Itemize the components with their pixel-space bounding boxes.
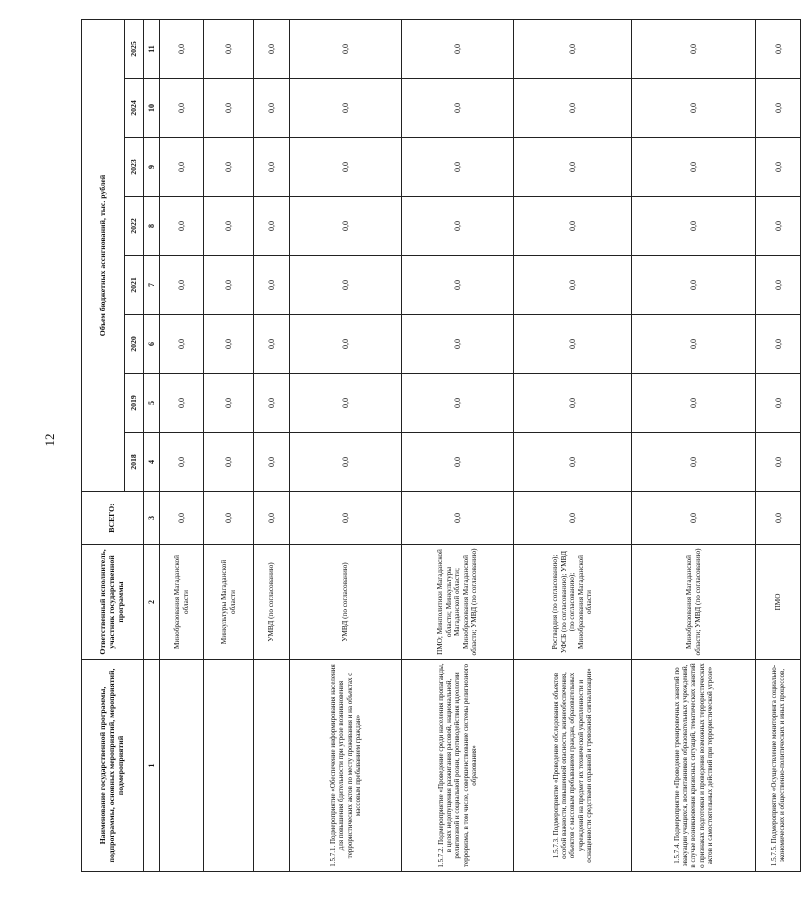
- year-value-cell: 0,0: [204, 433, 254, 492]
- year-value-cell: 0,0: [514, 256, 632, 315]
- year-value-cell: 0,0: [632, 374, 756, 433]
- year-value-cell: 0,0: [160, 19, 204, 78]
- year-value-cell: 0,0: [514, 197, 632, 256]
- year-value-cell: 0,0: [204, 315, 254, 374]
- table-row: [290, 19, 402, 871]
- year-value-cell: 0,0: [514, 374, 632, 433]
- year-value-cell: 0,0: [160, 374, 204, 433]
- header-year: 2022: [125, 197, 144, 256]
- header-responsible: Ответственный исполнитель, участник государственной программы: [82, 545, 144, 660]
- year-value-cell: 0,0: [632, 79, 756, 138]
- activity-name-cell: [254, 660, 290, 872]
- activity-name-cell: [204, 660, 254, 872]
- year-value-cell: 0,0: [204, 374, 254, 433]
- table-row: [514, 19, 632, 871]
- column-number: 9: [144, 138, 160, 197]
- year-value-cell: 0,0: [254, 19, 290, 78]
- year-value-cell: 0,0: [254, 256, 290, 315]
- year-value-cell: 0,0: [290, 79, 402, 138]
- header-year: 2023: [125, 138, 144, 197]
- column-number: 10: [144, 79, 160, 138]
- year-value-cell: 0,0: [290, 433, 402, 492]
- year-value-cell: 0,0: [254, 79, 290, 138]
- year-value-cell: 0,0: [756, 374, 801, 433]
- column-number: 8: [144, 197, 160, 256]
- column-number: 11: [144, 19, 160, 78]
- activity-name-cell: 1.5.7.4. Подмероприятие «Проведение тренировочных занятий по эвакуации учащихся, воспитанников образовательных учреждений, в случае возникновения кризисных ситуаций, тематических занятий о признаках подготовки и проведения возможных террористических актов и самостоятельных действий при террористической угрозе»: [632, 660, 756, 872]
- total-value-cell: 0,0: [254, 492, 290, 545]
- year-value-cell: 0,0: [632, 256, 756, 315]
- header-total: ВСЕГО:: [82, 492, 144, 545]
- header-year: 2018: [125, 433, 144, 492]
- year-value-cell: 0,0: [402, 19, 514, 78]
- year-value-cell: 0,0: [632, 197, 756, 256]
- table-row: [254, 19, 290, 871]
- header-name: Наименование государственной программы, подпрограммы, основных мероприятий, мероприятий, подмероприятий: [82, 660, 144, 872]
- year-value-cell: 0,0: [254, 374, 290, 433]
- year-value-cell: 0,0: [254, 315, 290, 374]
- budget-table: [81, 19, 801, 872]
- activity-name-cell: 1.5.7.1. Подмероприятие «Обеспечение информирования населения для повышения бдительности при угрозе возникновения террористических актов по месту проживания и на объектах с массовым пребыванием граждан»: [290, 660, 402, 872]
- year-value-cell: 0,0: [160, 315, 204, 374]
- activity-name-cell: 1.5.7.3. Подмероприятие «Проведение обследования объектов особой важности, повышенной опасности, жизнеобеспечения, объектов с массовым пребыванием граждан, образовательных учреждений на предмет их технической укрепленности и оснащенности средствами охранной и тревожной сигнализации»: [514, 660, 632, 872]
- year-value-cell: 0,0: [756, 19, 801, 78]
- table-row: [160, 19, 204, 871]
- year-value-cell: 0,0: [756, 256, 801, 315]
- year-value-cell: 0,0: [514, 79, 632, 138]
- year-value-cell: 0,0: [632, 315, 756, 374]
- column-number: 4: [144, 433, 160, 492]
- year-value-cell: 0,0: [204, 256, 254, 315]
- year-value-cell: 0,0: [402, 138, 514, 197]
- column-number: 5: [144, 374, 160, 433]
- column-number: 1: [144, 660, 160, 872]
- table-row: [632, 19, 756, 871]
- header-budget: Объем бюджетных ассигнований, тыс. рублей: [82, 19, 125, 491]
- year-value-cell: 0,0: [632, 433, 756, 492]
- table-row: [756, 19, 801, 871]
- year-value-cell: 0,0: [160, 79, 204, 138]
- year-value-cell: 0,0: [204, 197, 254, 256]
- year-value-cell: 0,0: [756, 79, 801, 138]
- year-value-cell: 0,0: [290, 197, 402, 256]
- page-number: 12: [42, 433, 57, 447]
- column-number: 3: [144, 492, 160, 545]
- header-year: 2019: [125, 374, 144, 433]
- year-value-cell: 0,0: [204, 19, 254, 78]
- total-value-cell: 0,0: [402, 492, 514, 545]
- activity-name-cell: 1.5.7.5. Подмероприятие «Осуществление мониторинга социально-экономических и общественно-политических и иных процессов,: [756, 660, 801, 872]
- year-value-cell: 0,0: [632, 19, 756, 78]
- year-value-cell: 0,0: [160, 197, 204, 256]
- year-value-cell: 0,0: [514, 315, 632, 374]
- year-value-cell: 0,0: [254, 138, 290, 197]
- responsible-cell: УМВД (по согласованию): [254, 545, 290, 660]
- year-value-cell: 0,0: [402, 197, 514, 256]
- year-value-cell: 0,0: [402, 315, 514, 374]
- year-value-cell: 0,0: [160, 138, 204, 197]
- year-value-cell: 0,0: [402, 256, 514, 315]
- year-value-cell: 0,0: [756, 315, 801, 374]
- header-year: 2024: [125, 79, 144, 138]
- total-value-cell: 0,0: [514, 492, 632, 545]
- header-year: 2020: [125, 315, 144, 374]
- year-value-cell: 0,0: [402, 79, 514, 138]
- year-value-cell: 0,0: [254, 197, 290, 256]
- year-value-cell: 0,0: [290, 138, 402, 197]
- year-value-cell: 0,0: [160, 433, 204, 492]
- table-body: [160, 19, 801, 871]
- responsible-cell: УМВД (по согласованию): [290, 545, 402, 660]
- year-value-cell: 0,0: [290, 374, 402, 433]
- responsible-cell: ПМО: [756, 545, 801, 660]
- column-number: 6: [144, 315, 160, 374]
- year-value-cell: 0,0: [514, 138, 632, 197]
- year-value-cell: 0,0: [756, 197, 801, 256]
- year-value-cell: 0,0: [756, 433, 801, 492]
- year-value-cell: 0,0: [160, 256, 204, 315]
- year-value-cell: 0,0: [514, 433, 632, 492]
- total-value-cell: 0,0: [756, 492, 801, 545]
- table-row: [204, 19, 254, 871]
- total-value-cell: 0,0: [290, 492, 402, 545]
- year-value-cell: 0,0: [290, 315, 402, 374]
- activity-name-cell: [160, 660, 204, 872]
- year-value-cell: 0,0: [402, 374, 514, 433]
- column-number: 2: [144, 545, 160, 660]
- responsible-cell: ПМО; Минполитики Магаданской области; Минкультуры Магаданской области; Минобразования Магаданской области; УМВД (по согласованию): [402, 545, 514, 660]
- total-value-cell: 0,0: [632, 492, 756, 545]
- year-value-cell: 0,0: [756, 138, 801, 197]
- table-row: [402, 19, 514, 871]
- year-value-cell: 0,0: [632, 138, 756, 197]
- total-value-cell: 0,0: [160, 492, 204, 545]
- activity-name-cell: 1.5.7.2. Подмероприятие «Проведение среди населения пропаганды, в целях недопущения разжигания расовой, национальной, религиозной и социальной розни, противодействия идеологии терроризма, в том числе, совершенствование системы религиозного образования»: [402, 660, 514, 872]
- responsible-cell: Росгвардия (по согласованию); УФСБ (по согласованию); УМВД (по согласованию); Минобразования Магаданской области: [514, 545, 632, 660]
- year-value-cell: 0,0: [204, 79, 254, 138]
- year-value-cell: 0,0: [254, 433, 290, 492]
- total-value-cell: 0,0: [204, 492, 254, 545]
- responsible-cell: Минкультуры Магаданской области: [204, 545, 254, 660]
- year-value-cell: 0,0: [290, 19, 402, 78]
- responsible-cell: Минобразования Магаданской области: [160, 545, 204, 660]
- responsible-cell: Минобразования Магаданской области; УМВД (по согласованию): [632, 545, 756, 660]
- year-value-cell: 0,0: [402, 433, 514, 492]
- header-year: 2021: [125, 256, 144, 315]
- year-value-cell: 0,0: [514, 19, 632, 78]
- year-value-cell: 0,0: [290, 256, 402, 315]
- header-year: 2025: [125, 19, 144, 78]
- year-value-cell: 0,0: [204, 138, 254, 197]
- column-number: 7: [144, 256, 160, 315]
